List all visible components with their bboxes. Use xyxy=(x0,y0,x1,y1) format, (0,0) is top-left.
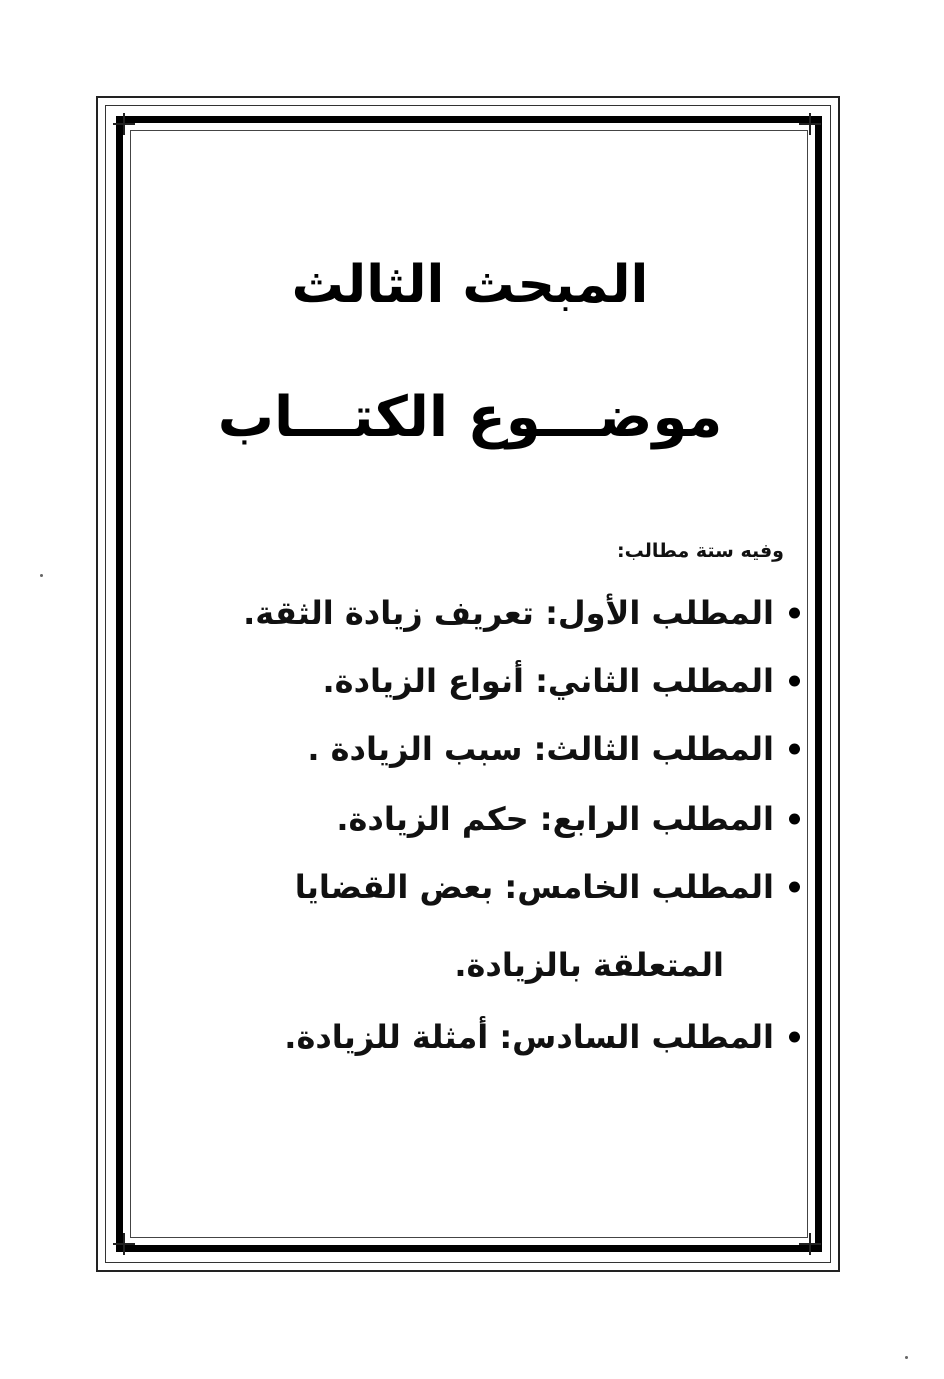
bullet-icon xyxy=(789,814,800,825)
bullet-icon xyxy=(789,676,800,687)
bullet-icon xyxy=(789,1032,800,1043)
list-item xyxy=(174,800,774,838)
list-item xyxy=(174,868,774,906)
list-item-text: المطلب الرابع: حكم الزيادة. xyxy=(336,800,774,838)
bullet-icon xyxy=(789,882,800,893)
list-item xyxy=(174,594,774,632)
intro-text: وفيه ستة مطالب: xyxy=(617,540,784,562)
frame-corner-ornament xyxy=(799,1233,821,1255)
list-item-text: المطلب الثالث: سبب الزيادة . xyxy=(307,730,774,768)
frame-corner-ornament xyxy=(113,113,135,135)
list-item-text: المطلب السادس: أمثلة للزيادة. xyxy=(284,1018,774,1056)
list-item xyxy=(174,1018,774,1056)
list-item-text: المطلب الثاني: أنواع الزيادة. xyxy=(322,662,774,700)
frame-corner-ornament xyxy=(799,113,821,135)
scan-speck xyxy=(40,574,43,577)
list-item-continuation: المتعلقة بالزيادة. xyxy=(454,946,724,984)
bullet-icon xyxy=(789,608,800,619)
list-item xyxy=(174,730,774,768)
frame-corner-ornament xyxy=(113,1233,135,1255)
bullet-icon xyxy=(789,744,800,755)
list-item-text: المطلب الأول: تعريف زيادة الثقة. xyxy=(243,594,774,632)
list-item xyxy=(174,662,774,700)
scan-speck xyxy=(905,1356,908,1359)
list-item-text: المطلب الخامس: بعض القضايا xyxy=(294,868,774,906)
section-title: المبحث الثالث xyxy=(291,255,649,315)
section-subtitle: موضـــوع الكتـــاب xyxy=(217,385,723,450)
